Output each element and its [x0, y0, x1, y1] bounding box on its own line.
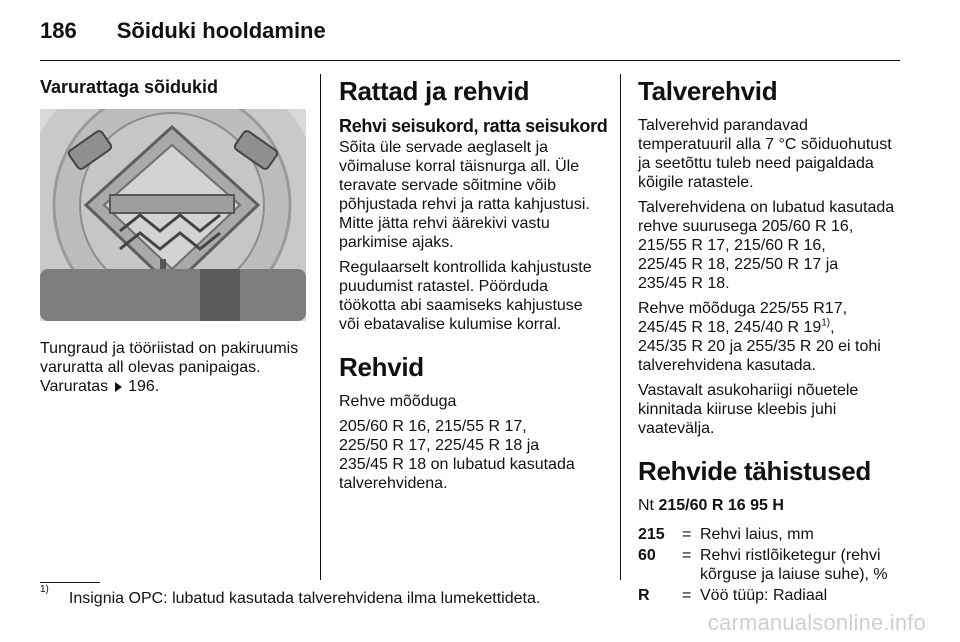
column-wheels-tyres — [339, 72, 609, 499]
tyre-code-example: Nt 215/60 R 16 95 H — [638, 497, 784, 514]
caption — [40, 339, 306, 396]
tyre-code-definitions — [638, 525, 908, 605]
paragraph: Rehve mõõduga — [339, 393, 457, 410]
section-title-tyre-designations: Rehvide tähistused — [638, 456, 871, 486]
column-spare-wheel — [40, 72, 306, 396]
paragraph: Sõita üle servade aeglaselt ja võimaluse korral täisnurga all. Üle teravate servade sõitmine võib põhjustada rehvi ja ratta kahjustusi. Mitte jätta rehvi äärekivi vastu parkimise ajaks. — [339, 139, 590, 251]
definition-equals: = — [682, 587, 692, 604]
column-divider-1 — [320, 74, 321, 580]
reference-label: Varuratas — [40, 378, 109, 395]
paragraph: Regulaarselt kontrollida kahjustuste puudumist ratastel. Pöörduda töökotta abi saamiseks kahjustuse või ebatavalise kulumise korral. — [339, 259, 592, 333]
page-number: 186 — [40, 18, 77, 43]
footnote-number: 1) — [40, 584, 49, 595]
column-divider-2 — [620, 74, 621, 580]
header-divider — [40, 60, 900, 61]
definition-equals: = — [682, 526, 692, 543]
paragraph: Rehve mõõduga 225/55 R17, 245/45 R 18, 245/40 R 19$^{1)}$, 245/35 R 20 ja 255/35 R 20 ei tohi talverehvidena kasutada. — [638, 300, 881, 374]
column-winter-tyres — [638, 72, 908, 605]
chapter-title: Sõiduki hooldamine — [116, 18, 326, 43]
subsection-title-tyre-condition: Rehvi seisukord, ratta seisukord — [339, 116, 608, 136]
watermark: carmanualsonline.info — [707, 610, 926, 635]
page-header — [40, 18, 900, 44]
jack-and-tools-illustration — [40, 109, 306, 321]
caption-line: varuratta all olevas panipaigas. — [40, 359, 261, 376]
section-title-wheels-tyres: Rattad ja rehvid — [339, 76, 530, 106]
section-title-tyres: Rehvid — [339, 352, 424, 382]
footnote — [40, 584, 541, 608]
paragraph: Vastavalt asukohariigi nõuetele kinnitada kiiruse kleebis juhi vaatevälja. — [638, 382, 859, 437]
definition-term: 215 — [638, 526, 665, 543]
arrow-right-icon — [115, 382, 122, 392]
section-title-winter-tyres: Talverehvid — [638, 76, 778, 106]
definition-desc: Vöö tüüp: Radiaal — [700, 587, 828, 604]
footnote-marker[interactable]: 1) — [821, 317, 831, 329]
definition-desc: Rehvi laius, mm — [700, 526, 814, 543]
footnote-divider — [40, 582, 100, 583]
definition-term: 60 — [638, 547, 656, 564]
section-title-spare-wheel: Varurattaga sõidukid — [40, 77, 219, 97]
paragraph: Talverehvidena on lubatud kasutada rehve suurusega 205/60 R 16, 215/55 R 17, 215/60 R 16, 225/45 R 18, 225/50 R 17 ja 235/45 R 18. — [638, 199, 895, 292]
definition-desc: Rehvi ristlõiketegur (rehvi kõrguse ja laiuse suhe), % — [700, 547, 888, 583]
page-reference — [40, 377, 306, 396]
caption-line: Tungraud ja tööriistad on pakiruumis — [40, 340, 299, 357]
footnote-text: Insignia OPC: lubatud kasutada talverehvidena ilma lumekettideta. — [68, 590, 541, 607]
paragraph: Talverehvid parandavad temperatuuril alla 7 °C sõiduohutust ja seetõttu tuleb need paigaldada kõigile ratastele. — [638, 117, 892, 191]
reference-page: 196. — [128, 378, 160, 395]
definition-equals: = — [682, 547, 692, 564]
definition-term: R — [638, 587, 650, 604]
paragraph: 205/60 R 16, 215/55 R 17, 225/50 R 17, 225/45 R 18 ja 235/45 R 18 on lubatud kasutada talverehvidena. — [339, 418, 575, 492]
